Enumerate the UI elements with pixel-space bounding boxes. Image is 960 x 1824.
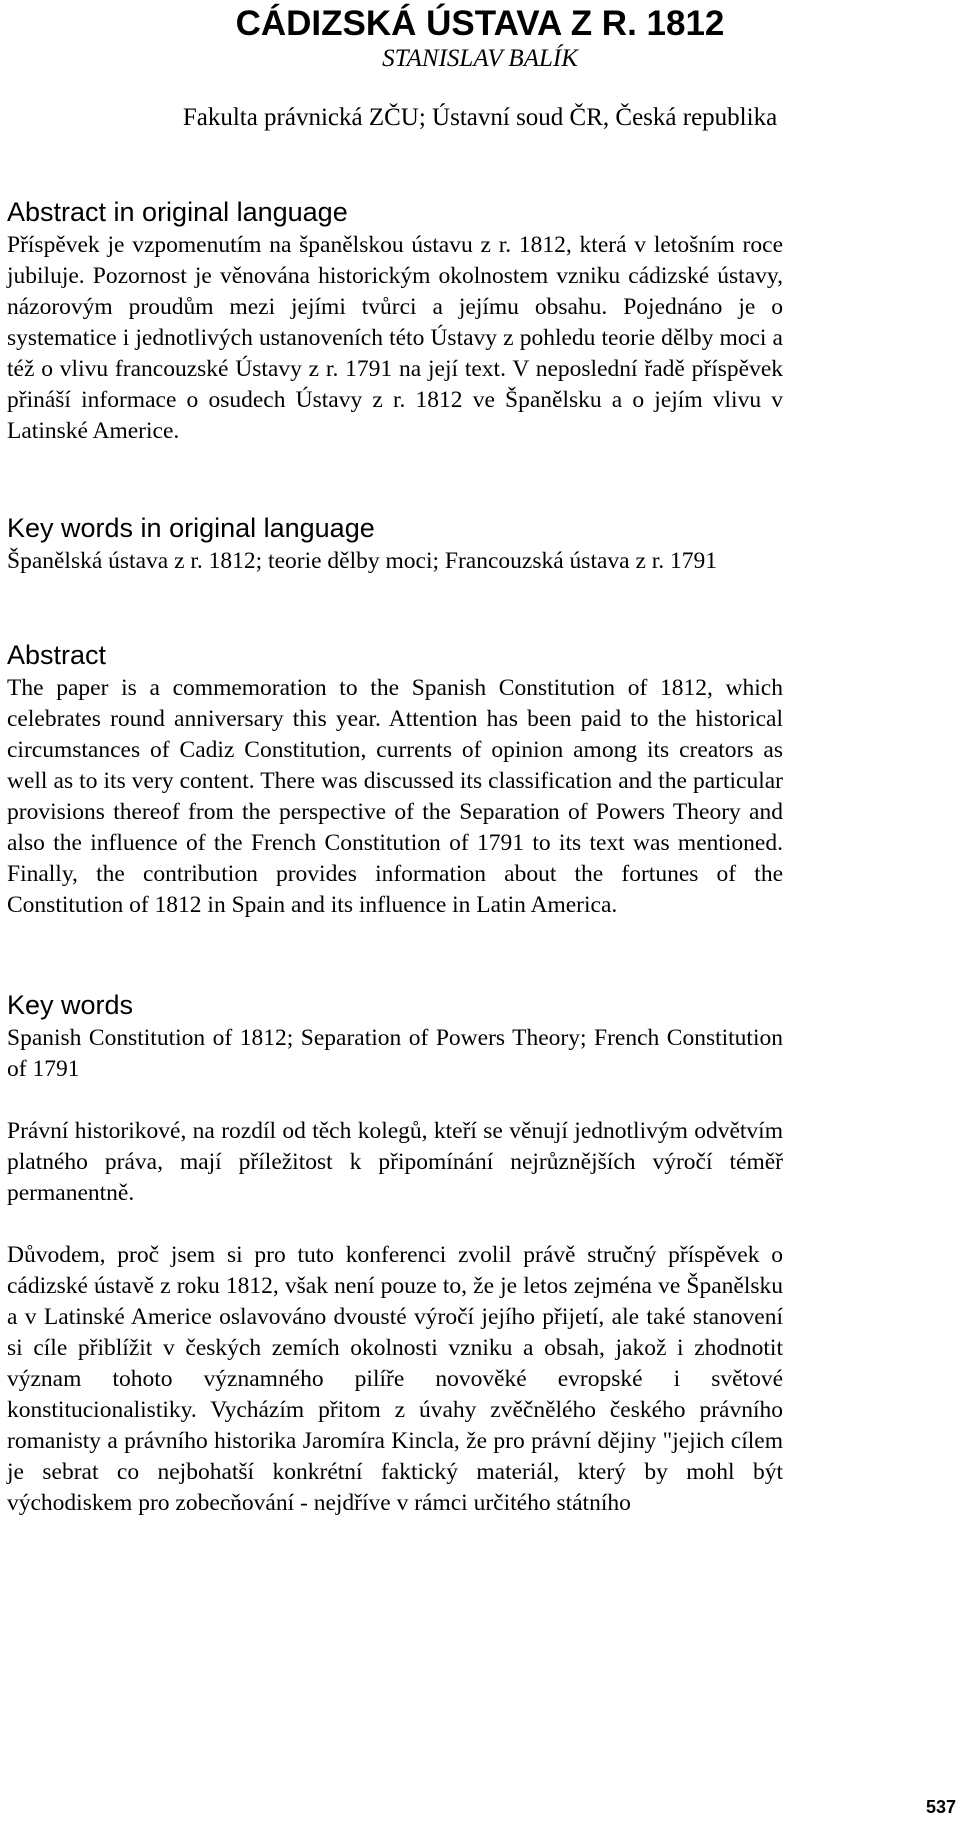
keywords-original-text: Španělská ústava z r. 1812; teorie dělby moci; Francouzská ústava z r. 1791 [7, 548, 718, 574]
abstract-original-heading: Abstract in original language [7, 197, 348, 227]
author-affiliation: Fakulta právnická ZČU; Ústavní soud ČR, Česká republika [182, 104, 778, 131]
body-paragraph-1: Právní historikové, na rozdíl od těch kolegů, kteří se věnují jednotlivým odvětvím platného práva, mají příležitost k připomínání nejrůznějších výročí téměř permanentně. [7, 1118, 783, 1206]
abstract-original-text: Příspěvek je vzpomenutím na španělskou ústavu z r. 1812, která v letošním roce jubiluje. Pozornost je věnována historickým okolnostem vzniku cádizské ústavy, názorovým proudům mezi jejími tvůrci a jejímu obsahu. Pojednáno je o systematice i jednotlivých ustanoveních této Ústavy z pohledu teorie dělby moci a též o vlivu francouzské Ústavy z r. 1791 na její text. V neposlední řadě příspěvek přináší informace o osudech Ústavy z r. 1812 ve Španělsku a o jejím vlivu v Latinské Americe. [7, 232, 783, 444]
paper-title: CÁDIZSKÁ ÚSTAVA Z R. 1812 [235, 4, 725, 43]
abstract-text: The paper is a commemoration to the Spanish Constitution of 1812, which celebrates round anniversary this year. Attention has been paid to the historical circumstances of Cadiz Constitution, currents of opinion among its creators as well as to its very content. There was discussed its classification and the particular provisions thereof from the perspective of the Separation of Powers Theory and also the influence of the French Constitution of 1791 to its text was mentioned. Finally, the contribution provides information about the fortunes of the Constitution of 1812 in Spain and its influence in Latin America. [7, 675, 783, 918]
page-number: 537 [925, 1797, 956, 1817]
author-name: STANISLAV BALÍK [382, 45, 578, 72]
keywords-text: Spanish Constitution of 1812; Separation of Powers Theory; French Constitution of 1791 [7, 1025, 783, 1082]
keywords-original-heading: Key words in original language [7, 513, 375, 543]
keywords-heading: Key words [7, 990, 134, 1020]
abstract-heading: Abstract [7, 640, 107, 670]
body-paragraph-2: Důvodem, proč jsem si pro tuto konferenci zvolil právě stručný příspěvek o cádizské ústavě z roku 1812, však není pouze to, že je letos zejména ve Španělsku a v Latinské Americe oslavováno dvousté výročí jejího přijetí, ale také stanovení si cíle přiblížit v českých zemích okolnosti vzniku a obsah, jakož i zhodnotit význam tohoto významného pilíře novověké evropské i světové konstitucionalistiky. Vycházím přitom z úvahy zvěčnělého českého právního romanisty a právního historika Jaromíra Kincla, že pro právní dějiny "jejich cílem je sebrat co nejbohatší konkrétní faktický materiál, který by mohl být východiskem pro zobecňování - nejdříve v rámci určitého státního [7, 1242, 783, 1516]
